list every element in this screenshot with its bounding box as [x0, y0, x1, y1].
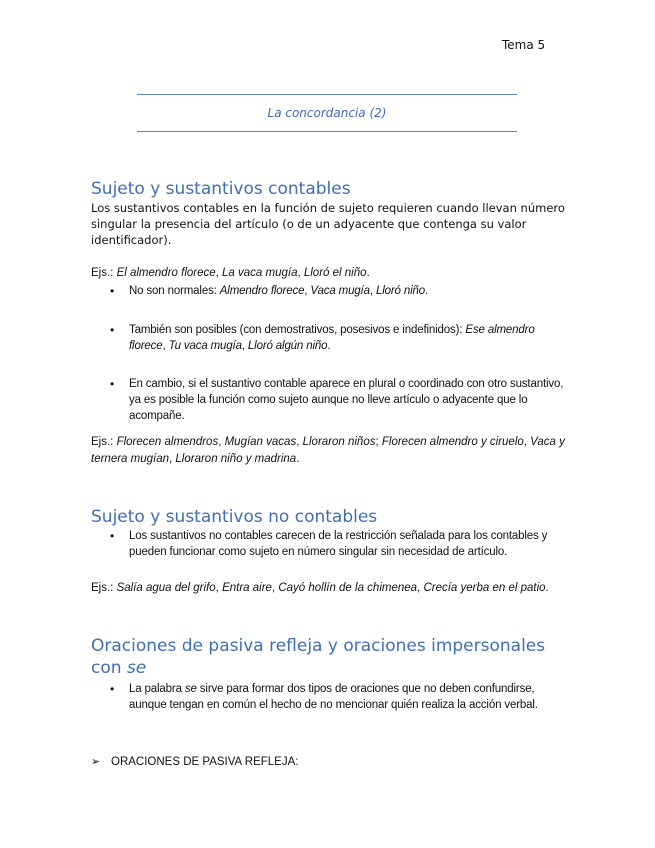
example-text: Tu vaca mugía	[168, 340, 242, 352]
arrow-list-item	[91, 754, 571, 770]
separator: ,	[523, 436, 531, 448]
item-text: La palabra	[129, 683, 185, 695]
separator: ,	[241, 340, 248, 352]
separator: ,	[218, 436, 225, 448]
example-text: Vaca y ternera mugían	[91, 436, 565, 465]
example-prefix: Ejs.:	[91, 267, 117, 279]
item-text: También son posibles (con demostrativos, posesivos e indefinidos):	[129, 324, 466, 336]
section-no-contables	[91, 506, 571, 560]
section-heading	[91, 635, 561, 679]
title-box	[137, 94, 517, 132]
separator: .	[424, 285, 429, 297]
separator: .	[366, 267, 370, 279]
example-text: Florecen almendro y ciruelo	[381, 436, 524, 448]
example-text: Lloró niño	[375, 285, 425, 297]
separator: ,	[304, 285, 311, 297]
example-text: Lloraron niños	[302, 436, 376, 448]
section-contables	[91, 178, 571, 248]
item-italic: se	[184, 683, 197, 695]
example-text: Lloró el niño	[303, 267, 367, 279]
bullet-list	[91, 322, 571, 354]
arrowhead-bullet-icon: ➢	[91, 756, 101, 768]
example-text: Vaca mugía	[310, 285, 370, 297]
separator: ,	[215, 582, 223, 594]
example-prefix: Ejs.:	[91, 436, 117, 448]
example-text: Salía agua del grifo	[116, 582, 216, 594]
example-text: Lloró algún niño	[247, 340, 328, 352]
example-text: Cayó hollín de la chimenea	[278, 582, 418, 594]
example-text: La vaca mugía	[222, 267, 298, 279]
separator: ,	[162, 340, 169, 352]
separator: ,	[296, 436, 303, 448]
example-text: Florecen almendros	[116, 436, 219, 448]
document-title: La concordancia (2)	[267, 106, 387, 120]
separator: ,	[369, 285, 376, 297]
bullet-list	[91, 376, 571, 424]
separator: ,	[271, 582, 279, 594]
separator: ,	[215, 267, 223, 279]
list-item	[91, 681, 561, 713]
separator: ,	[169, 453, 176, 465]
example-text: Lloraron niño y madrina	[175, 453, 297, 465]
section-heading: Sujeto y sustantivos no contables	[91, 507, 378, 527]
section-heading: Sujeto y sustantivos contables	[91, 179, 351, 199]
section-intro: Los sustantivos contables en la función de sujeto requieren cuando llevan número singular la presencia del artículo (o de un adyacente que contenga su valor identificador).	[91, 201, 565, 247]
heading-text: Oraciones de pasiva refleja y oraciones impersonales con	[91, 636, 546, 678]
example-prefix: Ejs.:	[91, 582, 117, 594]
list-item: • En cambio, si el sustantivo contable aparece en plural o coordinado con otro sustantivo, ya es posible la función como sujeto aunque no lleve artículo o adyacente que lo acompañe.	[91, 376, 571, 424]
example-paragraph	[91, 580, 571, 597]
separator: ,	[297, 267, 304, 279]
example-text: Entra aire	[222, 582, 272, 594]
list-item	[91, 322, 571, 354]
heading-italic: se	[126, 658, 147, 678]
example-text: Mugían vacas	[224, 436, 297, 448]
section-pasiva-refleja	[91, 635, 561, 713]
separator: .	[327, 340, 331, 352]
list-item: • Los sustantivos no contables carecen de la restricción señalada para los contables y pueden funcionar como sujeto en número singular sin necesidad de artículo.	[91, 528, 571, 560]
bullet-list	[91, 283, 571, 299]
example-paragraph	[91, 265, 571, 282]
header-label: Tema 5	[502, 38, 546, 52]
example-paragraph	[91, 434, 571, 468]
separator: .	[296, 453, 300, 465]
list-item	[91, 283, 571, 299]
example-text: Ese almendro florece	[129, 324, 535, 352]
item-text: sirve para formar dos tipos de oraciones que no deben confundirse, aunque tengan en común el hecho de no mencionar quién realiza la acción verbal.	[129, 683, 538, 711]
item-text: ORACIONES DE PASIVA REFLEJA:	[111, 756, 299, 768]
example-text: Crecía yerba en el patio	[423, 582, 546, 594]
separator: .	[545, 582, 549, 594]
example-text: El almendro florece	[116, 267, 216, 279]
separator: ,	[417, 582, 424, 594]
separator: ;	[375, 436, 382, 448]
item-text: No son normales:	[129, 285, 220, 297]
example-text: Almendro florece	[219, 285, 305, 297]
